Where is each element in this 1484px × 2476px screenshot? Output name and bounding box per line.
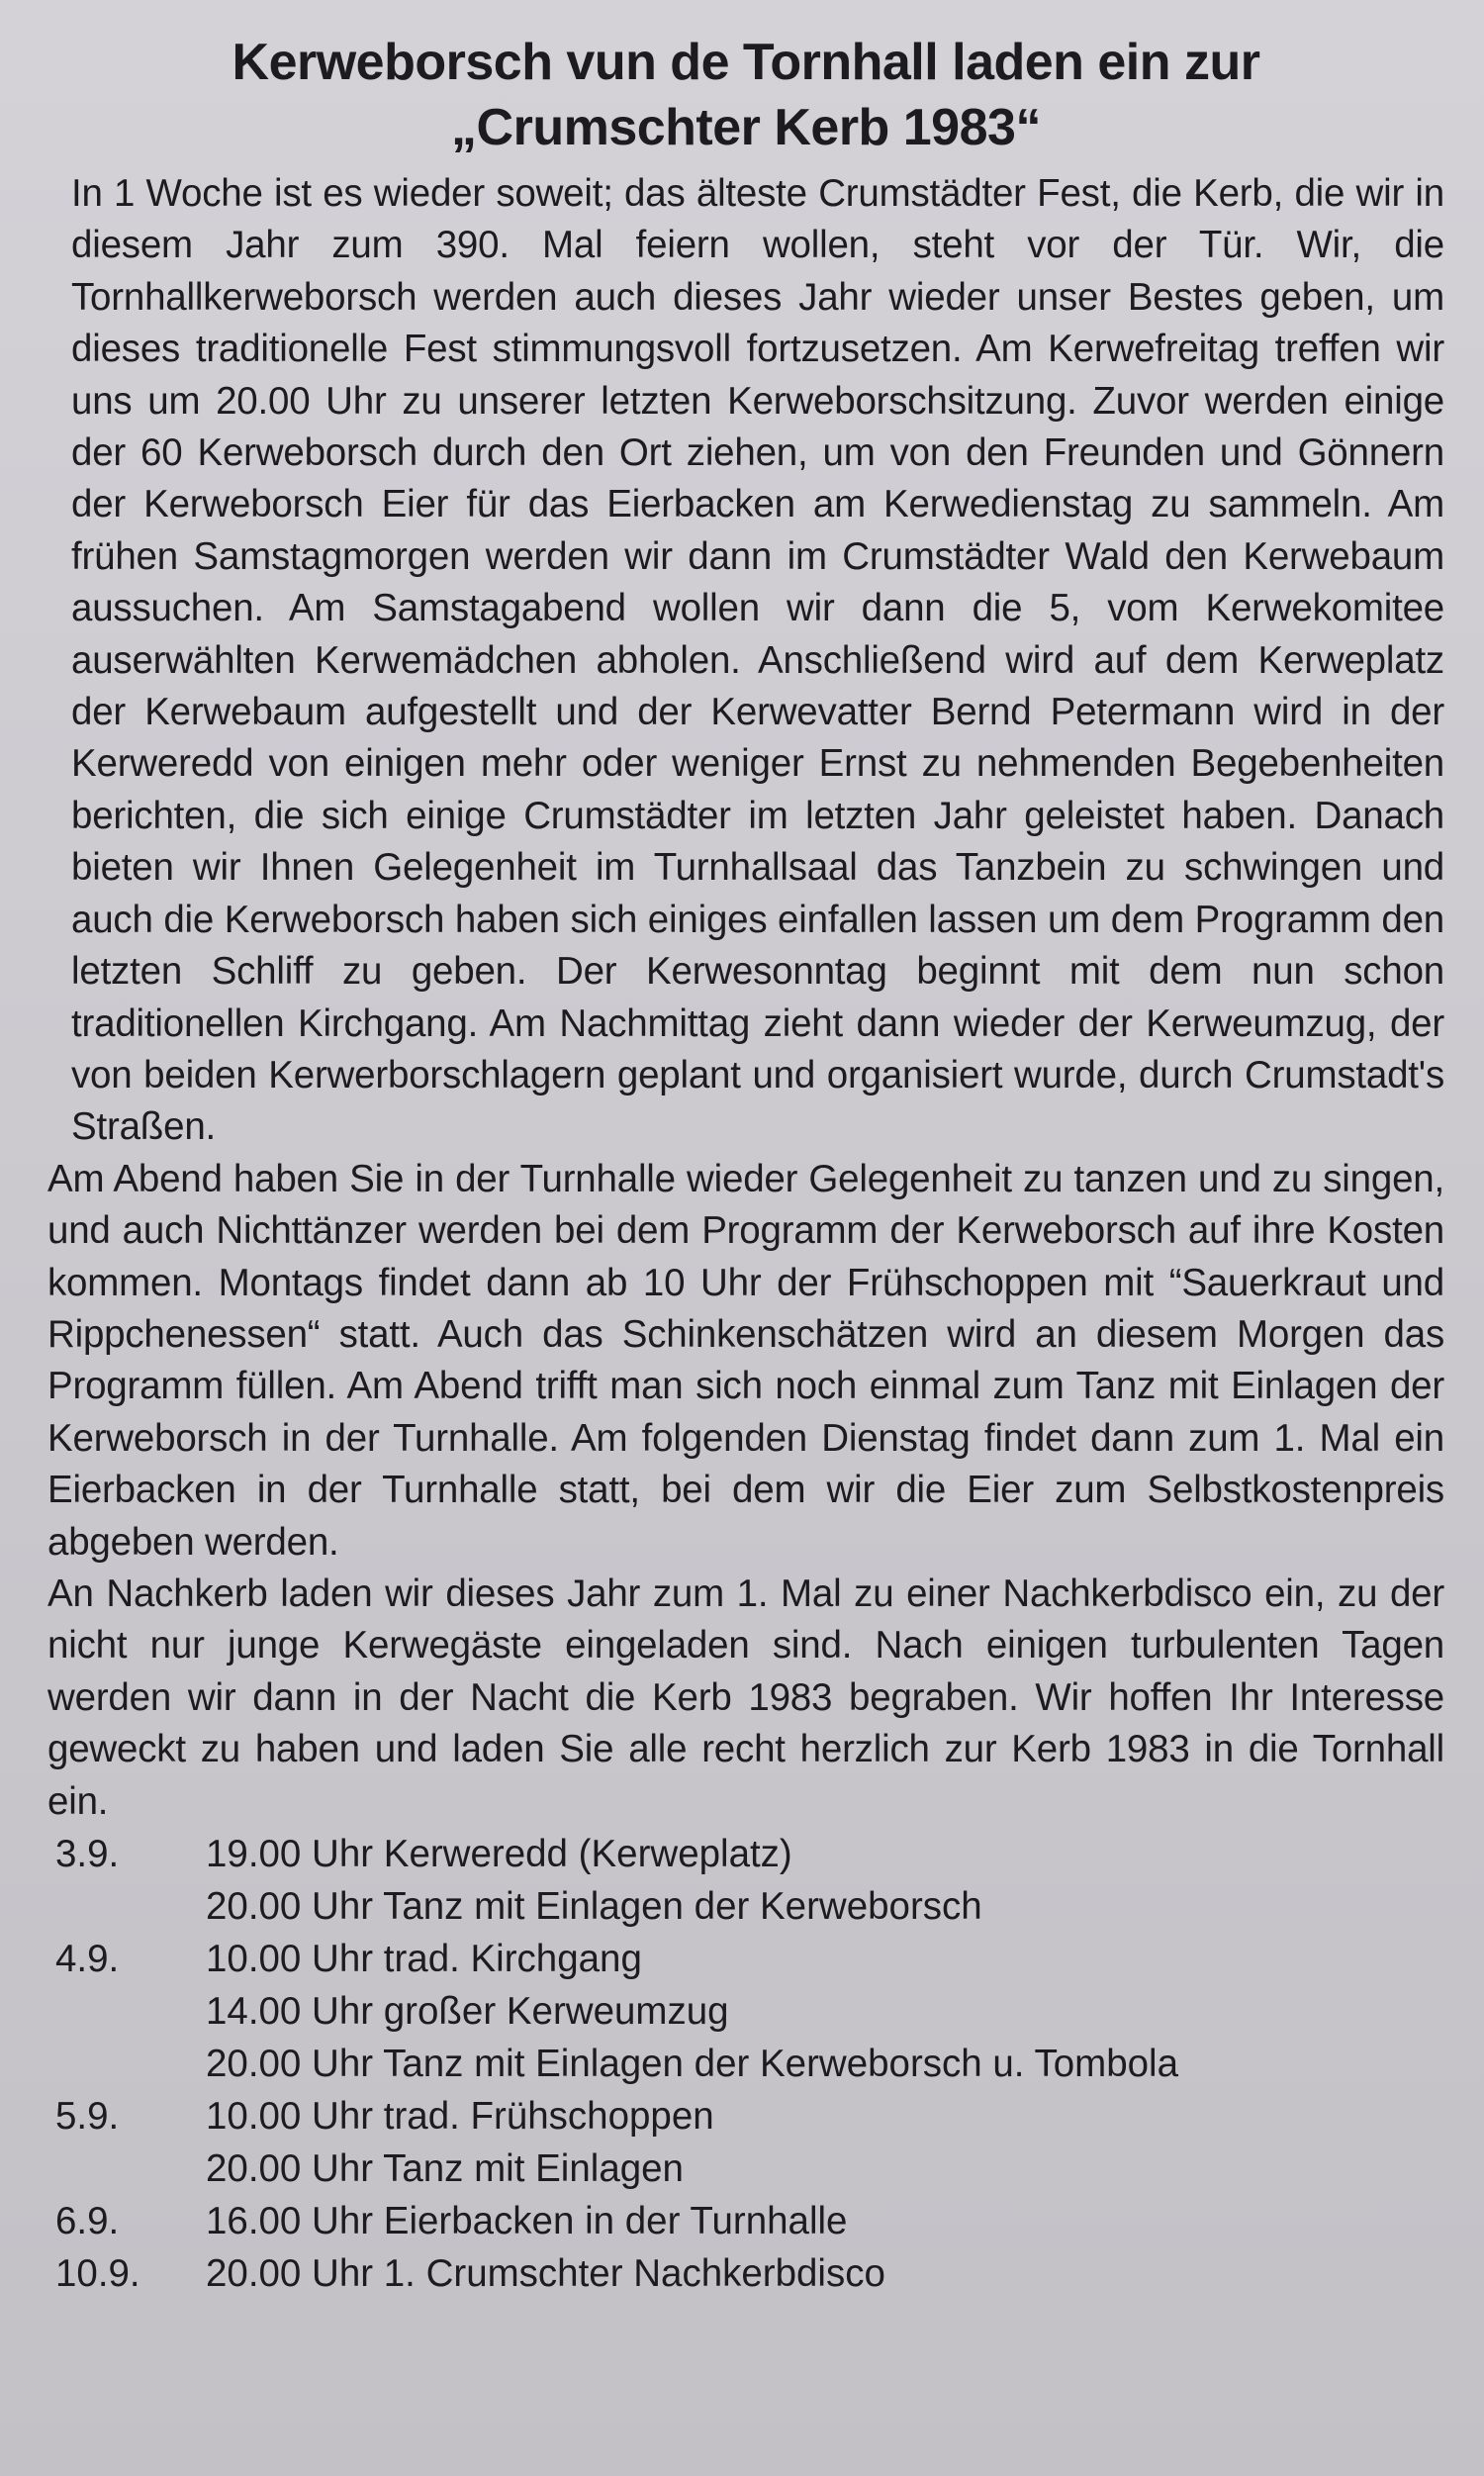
schedule-row <box>47 1828 1444 1880</box>
schedule-entry: 19.00 Uhr Kerweredd (Kerweplatz) <box>206 1833 792 1875</box>
paragraph-3: An Nachkerb laden wir dieses Jahr zum 1. Mal zu einer Nachkerbdisco ein, zu der nicht nur junge Kerwegäste eingeladen sind. Nach einigen turbulenten Tagen werden wir dann in der Nacht die Kerb 1983 begraben. Wir hoffen Ihr Interesse geweckt zu haben und laden Sie alle recht herzlich zur Kerb 1983 in die Tornhall ein. <box>47 1571 1444 1823</box>
article-body <box>47 168 1444 1828</box>
headline-line-1: Kerweborsch vun de Tornhall laden ein zur <box>232 34 1260 91</box>
schedule-date <box>47 2038 206 2090</box>
schedule-row <box>47 1985 1444 2038</box>
schedule-entry: 10.00 Uhr trad. Kirchgang <box>206 1938 642 1980</box>
schedule-row <box>47 1933 1444 1985</box>
paragraph-2: Am Abend haben Sie in der Turnhalle wieder Gelegenheit zu tanzen und zu singen, und auch Nichttänzer werden bei dem Programm der Kerweborsch auf ihre Kosten kommen. Montags findet dann ab 10 Uhr der Frühschoppen mit “Sauerkraut und Rippchenessen“ statt. Auch das Schinkenschätzen wird an diesem Morgen das Programm füllen. Am Abend trifft man sich noch einmal zum Tanz mit Einlagen der Kerweborsch in der Turnhalle. Am folgenden Dienstag findet dann zum 1. Mal ein Eierbacken in der Turnhalle statt, bei dem wir die Eier zum Selbstkostenpreis abgeben werden. <box>47 1157 1444 1564</box>
schedule-date: 3.9. <box>55 1833 120 1875</box>
schedule-row <box>47 2090 1444 2143</box>
schedule-date: 10.9. <box>55 2252 140 2295</box>
schedule-date: 5.9. <box>55 2095 120 2138</box>
schedule-row <box>47 2247 1444 2300</box>
schedule-date: 4.9. <box>55 1938 120 1980</box>
event-schedule <box>47 1828 1444 2300</box>
schedule-entry: 20.00 Uhr Tanz mit Einlagen der Kerweborsch <box>206 1885 982 1928</box>
schedule-row <box>47 2195 1444 2247</box>
schedule-row <box>47 2143 1444 2195</box>
schedule-date: 6.9. <box>55 2200 120 2242</box>
schedule-date <box>47 2143 206 2195</box>
schedule-entry: 20.00 Uhr Tanz mit Einlagen der Kerweborsch u. Tombola <box>206 2043 1179 2085</box>
paragraph-1: In 1 Woche ist es wieder soweit; das älteste Crumstädter Fest, die Kerb, die wir in diesem Jahr zum 390. Mal feiern wollen, steht vor der Tür. Wir, die Tornhallkerweborsch werden auch dieses Jahr wieder unser Bestes geben, um dieses traditionelle Fest stimmungsvoll fortzusetzen. Am Kerwefreitag treffen wir uns um 20.00 Uhr zu unserer letzten Kerweborschsitzung. Zuvor werden einige der 60 Kerweborsch durch den Ort ziehen, um von den Freunden und Gönnern der Kerweborsch Eier für das Eierbacken am Kerwedienstag zu sammeln. Am frühen Samstagmorgen werden wir dann im Crumstädter Wald den Kerwebaum aussuchen. Am Samstagabend wollen wir dann die 5, vom Kerwekomitee auserwählten Kerwemädchen abholen. Anschließend wird auf dem Kerweplatz der Kerwebaum aufgestellt und der Kerwevatter Bernd Petermann wird in der Kerweredd von einigen mehr oder weniger Ernst zu nehmenden Begebenheiten berichten, die sich einige Crumstädter im letzten Jahr geleistet haben. Danach bieten wir Ihnen Gelegenheit im Turnhallsaal das Tanzbein zu schwingen und auch die Kerweborsch haben sich einiges einfallen lassen um dem Programm den letzten Schliff zu geben. Der Kerwesonntag beginnt mit dem nun schon traditionellen Kirchgang. Am Nachmittag zieht dann wieder der Kerweumzug, der von beiden Kerwerborschlagern geplant und organisiert wurde, durch Crumstadt's Straßen. <box>71 172 1444 1149</box>
article-headline <box>47 30 1444 160</box>
headline-line-2: „Crumschter Kerb 1983“ <box>451 99 1041 156</box>
schedule-entry: 10.00 Uhr trad. Frühschoppen <box>206 2095 714 2138</box>
schedule-entry: 20.00 Uhr Tanz mit Einlagen <box>206 2147 684 2190</box>
schedule-row <box>47 2038 1444 2090</box>
schedule-entry: 20.00 Uhr 1. Crumschter Nachkerbdisco <box>206 2252 885 2295</box>
schedule-row <box>47 1880 1444 1933</box>
schedule-date <box>47 1880 206 1933</box>
schedule-entry: 16.00 Uhr Eierbacken in der Turnhalle <box>206 2200 848 2242</box>
schedule-entry: 14.00 Uhr großer Kerweumzug <box>206 1990 729 2033</box>
schedule-date <box>47 1985 206 2038</box>
